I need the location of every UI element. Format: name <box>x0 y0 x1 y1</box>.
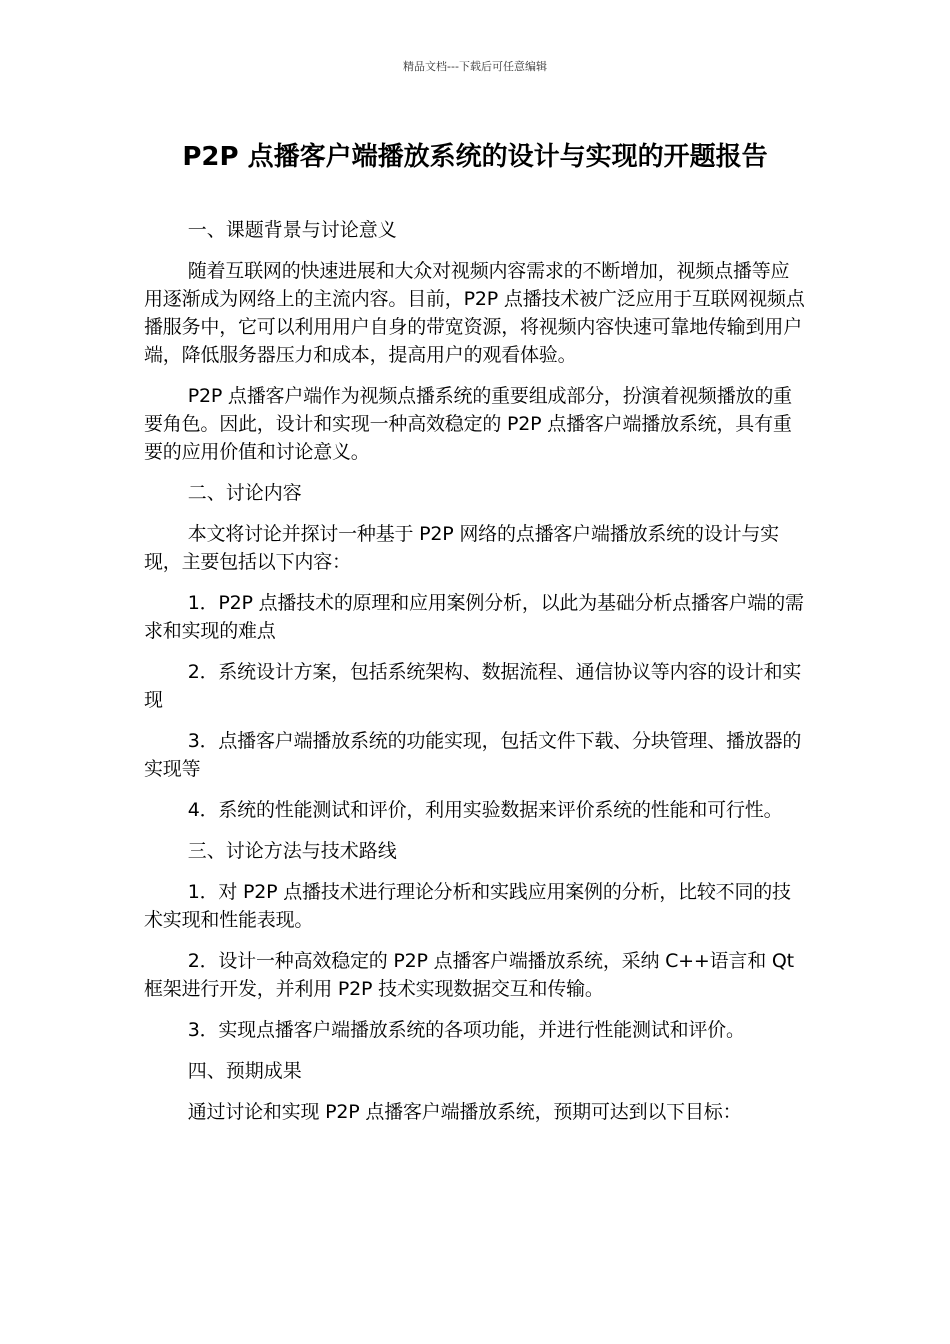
paragraph: 通过讨论和实现 P2P 点播客户端播放系统，预期可达到以下目标： <box>187 1101 742 1123</box>
section-heading-content: 二、讨论内容 <box>187 482 302 504</box>
list-item: 4．系统的性能测试和评价，利用实验数据来评价系统的性能和可行性。 <box>187 799 783 821</box>
list-item: 1．P2P 点播技术的原理和应用案例分析，以此为基础分析点播客户端的需求和实现的难点 <box>144 592 804 642</box>
section-heading-background: 一、课题背景与讨论意义 <box>187 219 397 241</box>
page-header-note: 精品文档---下载后可任意编辑 <box>403 60 547 73</box>
paragraph: 本文将讨论并探讨一种基于 P2P 网络的点播客户端播放系统的设计与实现，主要包括以下内容： <box>144 523 779 573</box>
document-title: P2P 点播客户端播放系统的设计与实现的开题报告 <box>182 142 768 172</box>
document-body <box>144 216 806 1139</box>
list-item: 2．设计一种高效稳定的 P2P 点播客户端播放系统，采纳 C++语言和 Qt 框架进行开发，并利用 P2P 技术实现数据交互和传输。 <box>144 950 794 1000</box>
list-item: 3．点播客户端播放系统的功能实现，包括文件下载、分块管理、播放器的实现等 <box>144 730 802 780</box>
paragraph: P2P 点播客户端作为视频点播系统的重要组成部分，扮演着视频播放的重要角色。因此，设计和实现一种高效稳定的 P2P 点播客户端播放系统，具有重要的应用价值和讨论意义。 <box>144 385 792 463</box>
section-heading-method: 三、讨论方法与技术路线 <box>187 840 397 862</box>
section-heading-expected-results: 四、预期成果 <box>187 1060 302 1082</box>
paragraph: 随着互联网的快速进展和大众对视频内容需求的不断增加，视频点播等应用逐渐成为网络上的主流内容。目前，P2P 点播技术被广泛应用于互联网视频点播服务中，它可以利用用户自身的带宽资源，将视频内容快速可靠地传输到用户端，降低服务器压力和成本，提高用户的观看体验。 <box>144 260 805 366</box>
list-item: 3．实现点播客户端播放系统的各项功能，并进行性能测试和评价。 <box>187 1019 745 1041</box>
list-item: 2．系统设计方案，包括系统架构、数据流程、通信协议等内容的设计和实现 <box>144 661 802 711</box>
list-item: 1．对 P2P 点播技术进行理论分析和实践应用案例的分析，比较不同的技术实现和性能表现。 <box>144 881 791 931</box>
